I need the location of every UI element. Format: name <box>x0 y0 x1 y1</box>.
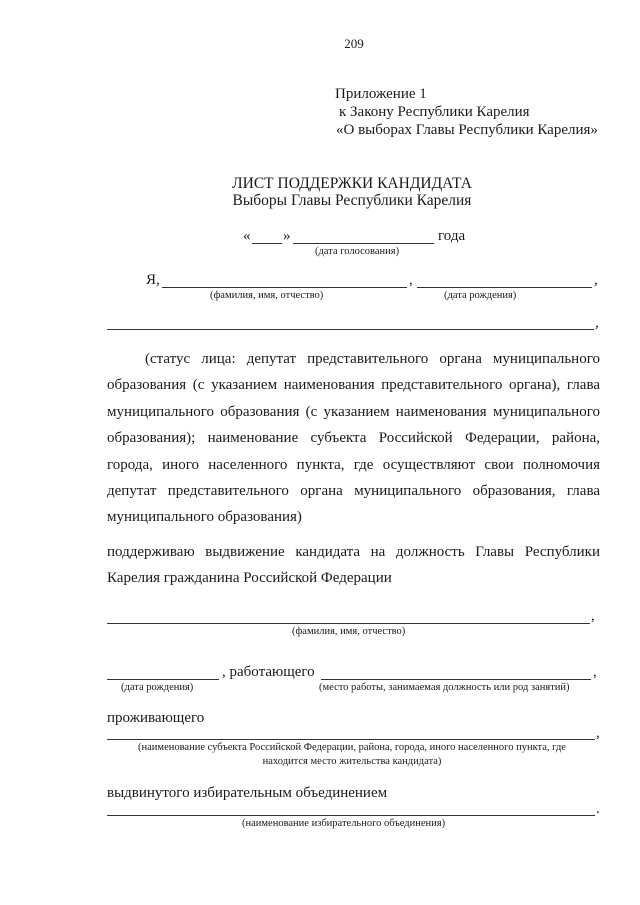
year-word: года <box>438 228 466 244</box>
declarant-birth-caption: (дата рождения) <box>444 290 517 301</box>
nominated-dot: . <box>596 801 600 817</box>
candidate-name-line[interactable] <box>107 623 590 624</box>
residence-caption-line-2: находится место жительства кандидата) <box>262 756 442 767</box>
appendix-line-1: Приложение 1 <box>335 86 427 102</box>
status-paragraph: (статус лица: депутат представительного органа муниципального образования (с указанием наименования представительного органа), глава муниципального образования (с указанием наименования муниципального образования); наименование субъекта Российской Федерации, района, города, иного населенного пункта, где осуществляют свои полномочия депутат представительного органа муниципального образования, глава муниципального образования) <box>107 351 600 526</box>
declarant-comma-3: , <box>595 315 599 331</box>
declarant-comma-1: , <box>409 272 413 288</box>
declarant-extra-line[interactable] <box>107 329 594 330</box>
candidate-work-line[interactable] <box>321 679 591 680</box>
declarant-comma-2: , <box>594 272 598 288</box>
party-name-line[interactable] <box>107 815 595 816</box>
title-sub: Выборы Главы Республики Карелия <box>232 192 472 209</box>
candidate-work-caption: (место работы, занимаемая должность или род занятий) <box>319 682 570 693</box>
support-paragraph: поддерживаю выдвижение кандидата на должность Главы Республики Карелия гражданина Российской Федерации <box>107 544 600 587</box>
appendix-line-3: «О выборах Главы Республики Карелия» <box>336 122 598 138</box>
page-number: 209 <box>344 36 364 51</box>
residing-label: проживающего <box>107 710 205 726</box>
declarant-name-caption: (фамилия, имя, отчество) <box>210 290 324 301</box>
month-input-line[interactable] <box>293 243 434 244</box>
close-quote: » <box>283 228 291 244</box>
candidate-birthdate-line[interactable] <box>107 679 219 680</box>
party-caption: (наименование избирательного объединения) <box>242 818 446 829</box>
working-label: , работающего <box>222 664 315 680</box>
candidate-name-caption: (фамилия, имя, отчество) <box>292 626 406 637</box>
residence-caption-line-1: (наименование субъекта Российской Федерации, района, города, иного населенного пункта, где <box>138 742 566 753</box>
working-comma: , <box>593 664 597 680</box>
residing-comma: , <box>596 725 600 741</box>
voting-date-caption: (дата голосования) <box>315 246 400 257</box>
title-main: ЛИСТ ПОДДЕРЖКИ КАНДИДАТА <box>232 175 472 192</box>
open-quote: « <box>243 228 251 244</box>
candidate-residence-line[interactable] <box>107 739 595 740</box>
candidate-birth-caption: (дата рождения) <box>121 682 194 693</box>
declarant-birthdate-line[interactable] <box>417 287 592 288</box>
declarant-name-line[interactable] <box>162 287 407 288</box>
day-input-line[interactable] <box>252 243 282 244</box>
nominated-label: выдвинутого избирательным объединением <box>107 785 388 801</box>
declarant-pronoun: Я, <box>146 272 160 288</box>
candidate-name-comma: , <box>591 608 595 624</box>
appendix-line-2: к Закону Республики Карелия <box>339 104 530 120</box>
